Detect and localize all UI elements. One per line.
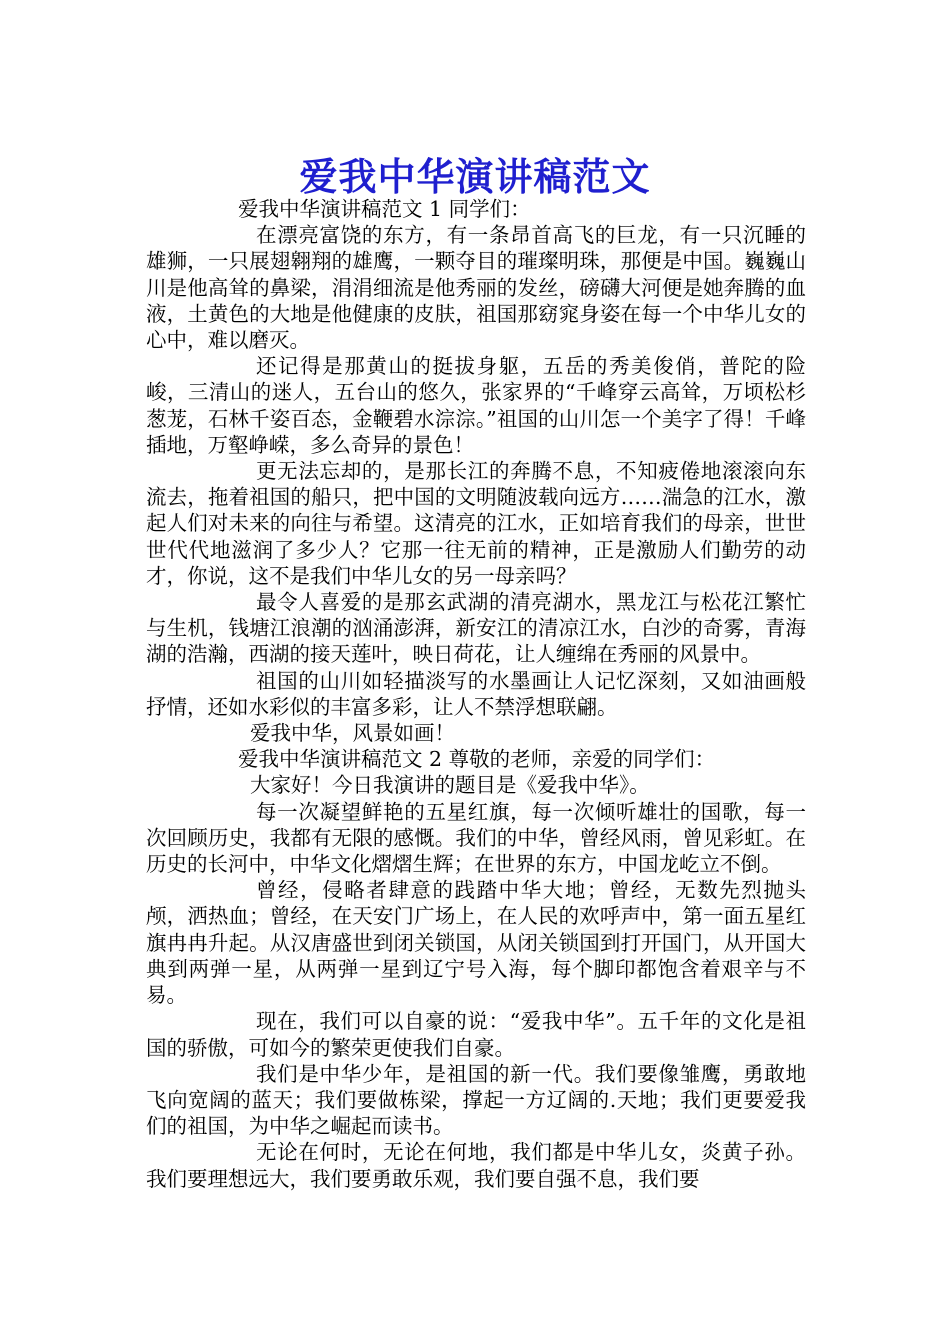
section-heading-2: 爱我中华演讲稿范文 2 尊敬的老师，亲爱的同学们： xyxy=(238,747,716,772)
paragraph: 大家好！今日我演讲的题目是《爱我中华》。 xyxy=(250,773,650,798)
paragraph: 在漂亮富饶的东方，有一条昂首高飞的巨龙，有一只沉睡的雄狮，一只展翅翱翔的雄鹰，一颗夺目的璀璨明珠，那便是中国。巍巍山川是他高耸的鼻梁，涓涓细流是他秀丽的发丝，磅礴大河便是她奔腾的血液，土黄色的大地是他健康的皮肤，祖国那窈窕身姿在每一个中华儿女的心中，难以磨灭。 xyxy=(146,223,806,353)
paragraph: 每一次凝望鲜艳的五星红旗，每一次倾听雄壮的国歌，每一次回顾历史，我都有无限的感慨。我们的中华，曾经风雨，曾见彩虹。在历史的长河中，中华文化熠熠生辉；在世界的东方，中国龙屹立不倒。 xyxy=(146,799,806,877)
paragraph: 更无法忘却的，是那长江的奔腾不息，不知疲倦地滚滚向东流去，拖着祖国的船只，把中国的文明随波载向远方……湍急的江水，激起人们对未来的向往与希望。这清亮的江水，正如培育我们的母亲，世世世代代地滋润了多少人？它那一往无前的精神，正是激励人们勤劳的动才，你说，这不是我们中华儿女的另一母亲吗？ xyxy=(146,459,806,588)
paragraph: 无论在何时，无论在何地，我们都是中华儿女，炎黄子孙。我们要理想远大，我们要勇敢乐观，我们要自强不息，我们要 xyxy=(146,1140,806,1191)
section-heading-1: 爱我中华演讲稿范文 1 同学们： xyxy=(238,197,531,221)
paragraph: 还记得是那黄山的挺拔身躯，五岳的秀美俊俏，普陀的险峻，三清山的迷人，五台山的悠久，张家界的“千峰穿云高耸，万顷松杉葱茏，石林千姿百态，金鞭碧水淙淙。”祖国的山川怎一个美字了得！千峰插地，万壑峥嵘，多么奇异的景色！ xyxy=(146,354,806,457)
paragraph: 最令人喜爱的是那玄武湖的清亮湖水，黑龙江与松花江繁忙与生机，钱塘江浪潮的汹涌澎湃，新安江的清凉江水，白沙的奇雾，青海湖的浩瀚，西湖的接天莲叶，映日荷花，让人缠绵在秀丽的风景中。 xyxy=(146,590,806,667)
paragraph: 现在，我们可以自豪的说：“爱我中华”。五千年的文化是祖国的骄傲，可如今的繁荣更使我们自豪。 xyxy=(146,1009,806,1060)
document-title: 爱我中华演讲稿范文 xyxy=(299,155,651,200)
paragraph: 祖国的山川如轻描淡写的水墨画让人记忆深刻，又如油画般抒情，还如水彩似的丰富多彩，让人不禁浮想联翩。 xyxy=(146,668,806,719)
paragraph: 我们是中华少年，是祖国的新一代。我们要像雏鹰，勇敢地飞向宽阔的蓝天；我们要做栋梁，撑起一方辽阔的.天地；我们更要爱我们的祖国，为中华之崛起而读书。 xyxy=(146,1061,806,1139)
document-body xyxy=(146,196,806,1192)
paragraph: 爱我中华，风景如画！ xyxy=(250,721,455,746)
paragraph: 曾经，侵略者肆意的践踏中华大地；曾经，无数先烈抛头颅，洒热血；曾经，在天安门广场上，在人民的欢呼声中，第一面五星红旗冉冉升起。从汉唐盛世到闭关锁国，从闭关锁国到打开国门，从开国大典到两弹一星，从两弹一星到辽宁号入海，每个脚印都饱含着艰辛与不易。 xyxy=(146,878,806,1008)
